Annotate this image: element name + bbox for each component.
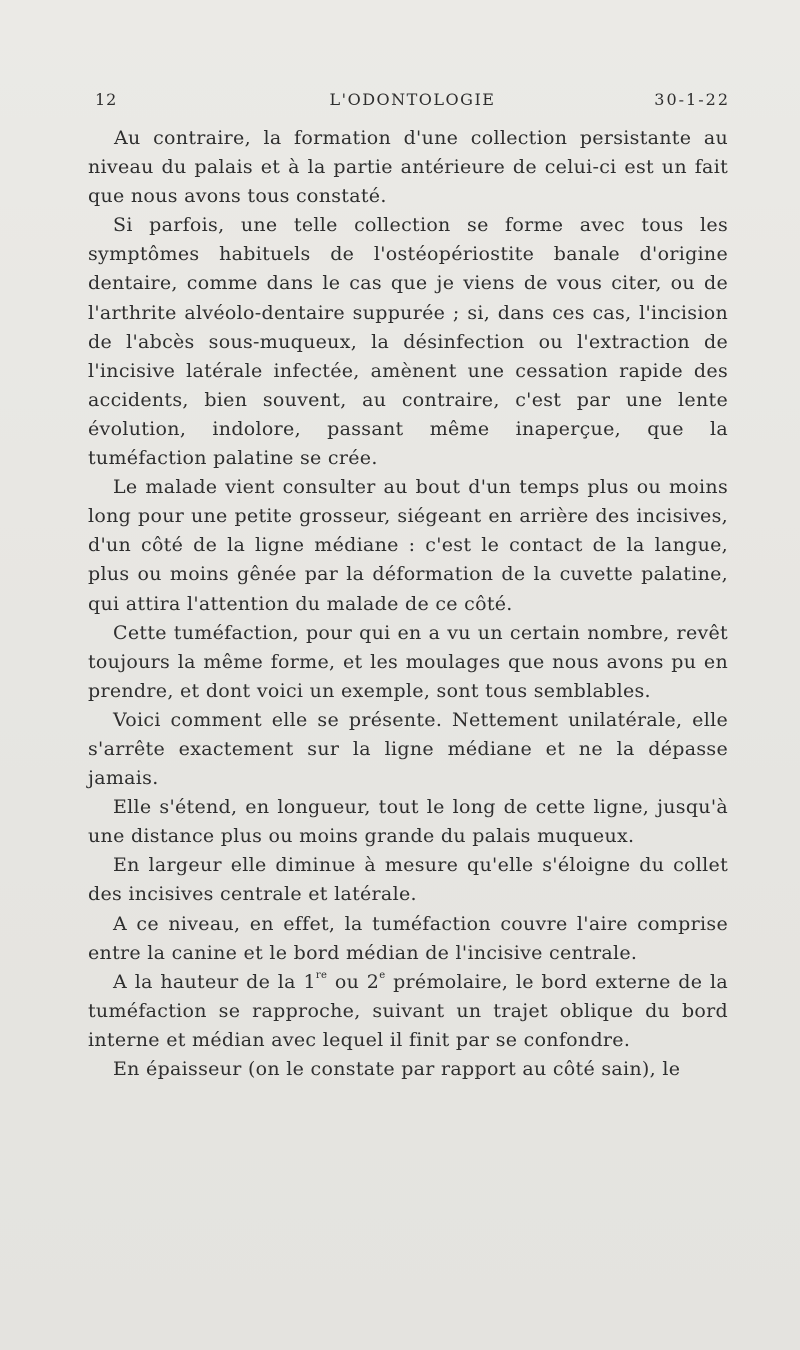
paragraph: En largeur elle diminue à mesure qu'elle s'éloigne du collet des incisives centrale et latérale. [88,854,728,906]
paragraph-text: prémolaire, le bord externe de la tuméfaction se rapproche, suivant un trajet oblique du bord interne et médian avec lequel il finit par se confondre. [88,970,728,1051]
paragraph: A ce niveau, en effet, la tuméfaction couvre l'aire comprise entre la canine et le bord médian de l'incisive centrale. [88,912,728,964]
paragraph: Voici comment elle se présente. Nettement unilatérale, elle s'arrête exactement sur la ligne médiane et ne la dépasse jamais. [88,708,728,790]
paragraph: Le malade vient consulter au bout d'un temps plus ou moins long pour une petite grosseur, siégeant en arrière des incisives, d'un côté de la ligne médiane : c'est le contact de la langue, plus ou moins gênée par la déformation de la cuvette palatine, qui attira l'attention du malade de ce côté. [88,476,728,615]
paragraph: En épaisseur (on le constate par rapport au côté sain), le [113,1058,681,1080]
running-head [95,90,730,114]
paragraph: Cette tuméfaction, pour qui en a vu un certain nombre, revêt toujours la même forme, et les moulages que nous avons pu en prendre, et dont voici un exemple, sont tous semblables. [88,621,728,702]
paragraph: Si parfois, une telle collection se forme avec tous les symptômes habituels de l'ostéopériostite banale d'origine dentaire, comme dans le cas que je viens de vous citer, ou de l'arthrite alvéolo-dentaire suppurée ; si, dans ces cas, l'incision de l'abcès sous-muqueux, la désinfection ou l'extraction de l'incisive latérale infectée, amènent une cessation rapide des accidents, bien souvent, au contraire, c'est par une lente évolution, indolore, passant même inaperçue, que la tuméfaction palatine se crée. [88,214,728,470]
issue-date: 30-1-22 [654,90,730,109]
ordinal-superscript: re [315,970,328,982]
ordinal-superscript: e [379,970,386,982]
paragraph-text: A la hauteur de la 1 [113,970,316,993]
page-number: 12 [95,90,118,109]
paragraph: Au contraire, la formation d'une collection persistante au niveau du palais et à la partie antérieure de celui-ci est un fait que nous avons tous constaté. [88,127,728,208]
paragraph [88,968,728,1055]
journal-title: L'ODONTOLOGIE [329,90,496,109]
paragraph: Elle s'étend, en longueur, tout le long de cette ligne, jusqu'à une distance plus ou moins grande du palais muqueux. [88,796,728,848]
paragraph-text: ou 2 [327,970,380,993]
body-text [88,124,728,1084]
